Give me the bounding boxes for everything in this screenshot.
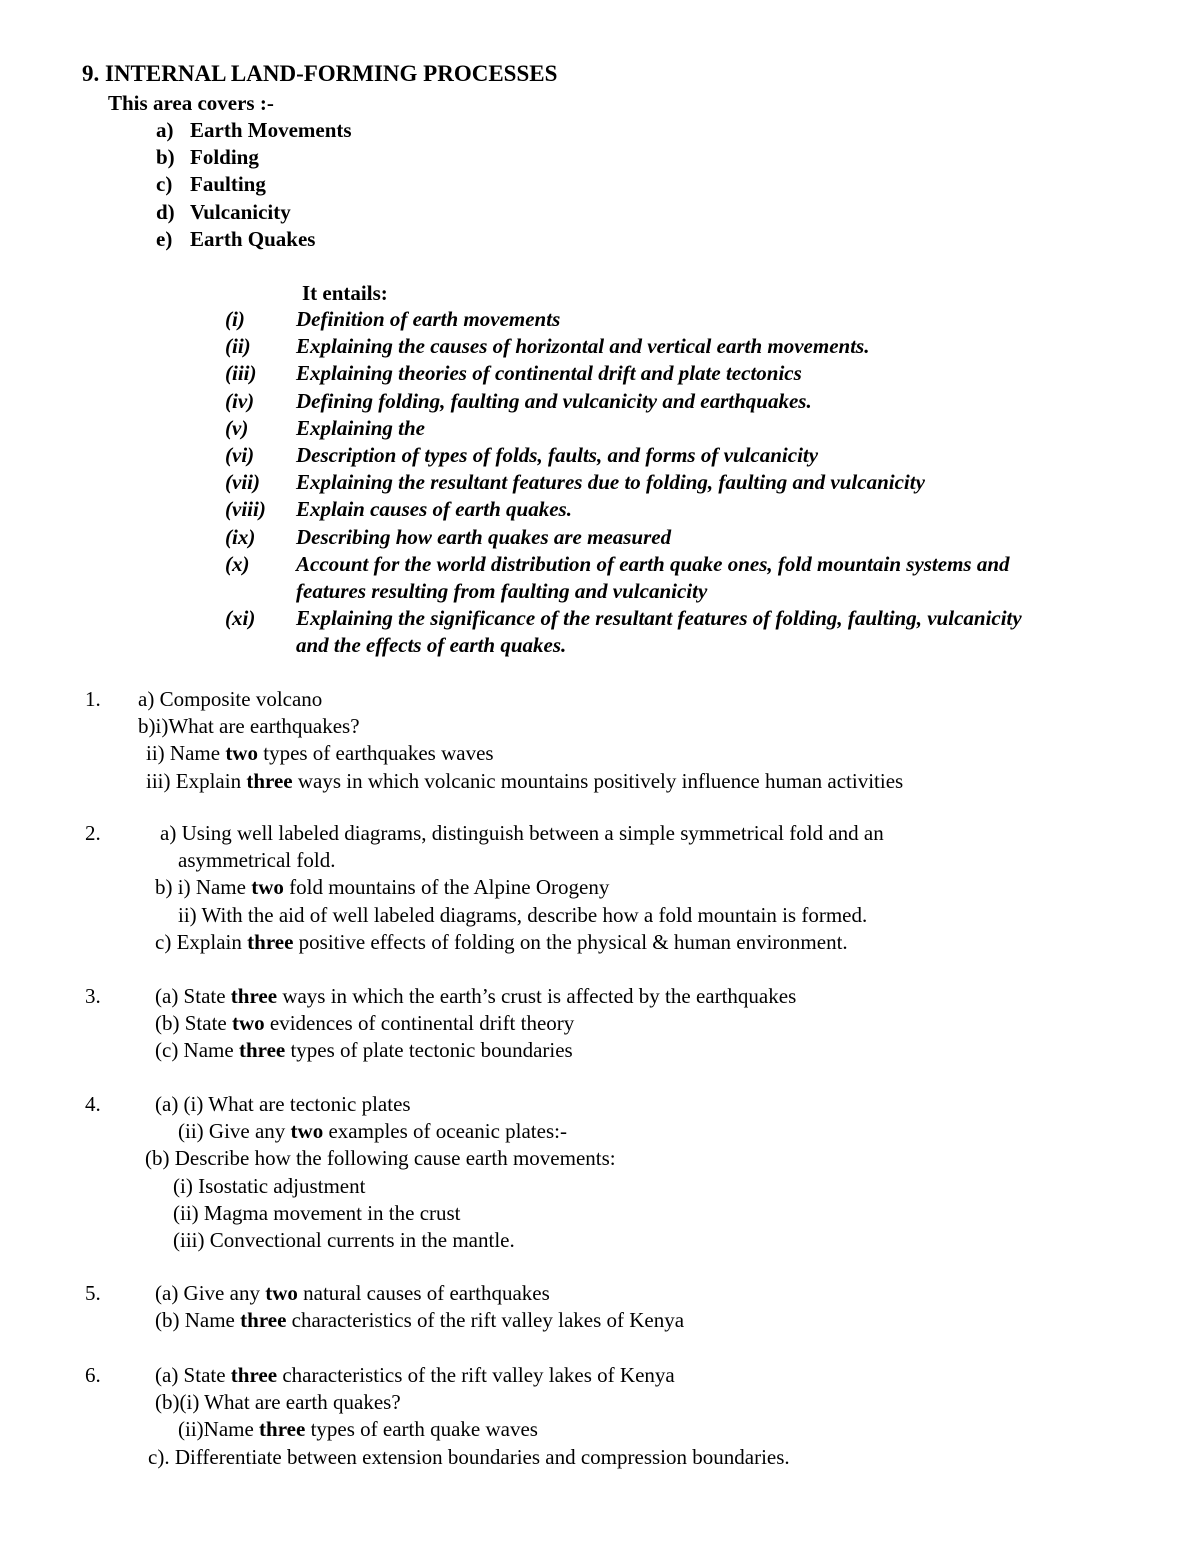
covers-label: This area covers :-	[108, 91, 274, 115]
entails-item-text: Account for the world distribution of earth quake ones, fold mountain systems and	[296, 551, 1010, 576]
question-line	[145, 1145, 616, 1172]
question-number: 1.	[85, 687, 101, 711]
covers-item-label: d)	[156, 199, 175, 224]
question-text: iii) Explain	[146, 768, 247, 793]
question-line	[173, 1173, 365, 1200]
question-text: characteristics of the rift valley lakes of Kenya	[277, 1363, 675, 1387]
question-text: types of earth quake waves	[305, 1417, 538, 1442]
question-text: asymmetrical fold.	[178, 848, 336, 873]
emphasis-text: two	[225, 741, 258, 766]
question-line	[178, 902, 867, 929]
covers-item-text: Faulting	[190, 172, 266, 197]
emphasis-text: two	[251, 875, 284, 900]
emphasis-text: three	[230, 1363, 278, 1387]
question-text: b)i)What are earthquakes?	[138, 714, 360, 739]
question-text: ways in which the earth’s crust is affected by the earthquakes	[277, 984, 797, 1008]
entails-item-text: Explaining the causes of horizontal and vertical earth movements.	[296, 334, 870, 359]
question-line	[155, 874, 609, 901]
question-text: positive effects of folding on the physical & human environment.	[293, 929, 848, 954]
question-line	[178, 1118, 567, 1145]
question-text: evidences of continental drift theory	[264, 1011, 575, 1036]
emphasis-text: two	[231, 1011, 265, 1036]
entails-item-text: Explain causes of earth quakes.	[296, 497, 572, 522]
page-title: 9. INTERNAL LAND-FORMING PROCESSES	[82, 61, 558, 86]
emphasis-text: three	[230, 984, 278, 1008]
question-line	[155, 983, 796, 1010]
question-line	[146, 768, 903, 795]
question-text: ii) Name	[146, 741, 226, 766]
question-number: 5.	[85, 1281, 101, 1305]
emphasis-text: two	[290, 1119, 324, 1144]
question-text: b) i) Name	[155, 875, 252, 900]
question-line	[146, 740, 494, 767]
entails-item-number: (iii)	[225, 361, 257, 386]
question-text: types of earthquakes waves	[257, 741, 494, 766]
question-line	[178, 847, 335, 874]
covers-item-text: Folding	[190, 145, 259, 170]
entails-item-text: Explaining theories of continental drift and plate tectonics	[296, 361, 802, 386]
question-text: natural causes of earthquakes	[297, 1281, 550, 1305]
question-text: (i) Isostatic adjustment	[173, 1173, 366, 1198]
question-text: a) Composite volcano	[138, 687, 323, 711]
question-text: c). Differentiate between extension boundaries and compression boundaries.	[148, 1444, 790, 1469]
question-line	[155, 1307, 684, 1334]
covers-item-label: b)	[156, 145, 175, 170]
emphasis-text: three	[259, 1417, 306, 1442]
entails-item-number: (ii)	[225, 334, 251, 359]
entails-item-text: Description of types of folds, faults, and forms of vulcanicity	[296, 443, 819, 467]
covers-item-label: a)	[156, 118, 174, 142]
entails-item-text: Describing how earth quakes are measured	[296, 524, 672, 549]
entails-item-number: (x)	[225, 551, 250, 576]
question-line	[138, 686, 322, 713]
question-line	[155, 1010, 574, 1037]
question-text: (ii)Name	[178, 1417, 260, 1442]
question-text: (ii) Give any	[178, 1119, 291, 1144]
question-text: (a) State	[155, 984, 231, 1008]
entails-item-number: (xi)	[225, 606, 256, 631]
question-text: (a) (i) What are tectonic plates	[155, 1092, 411, 1116]
entails-item-text: Definition of earth movements	[296, 307, 561, 331]
entails-item-number: (i)	[225, 307, 245, 331]
question-number: 6.	[85, 1363, 101, 1387]
entails-item-number: (viii)	[225, 497, 266, 522]
question-line	[155, 1362, 675, 1389]
question-line	[173, 1227, 515, 1254]
covers-item-label: c)	[156, 172, 173, 197]
entails-label: It entails:	[302, 281, 388, 305]
emphasis-text: three	[246, 768, 293, 793]
entails-item-number: (v)	[225, 415, 249, 440]
question-text: fold mountains of the Alpine Orogeny	[283, 875, 610, 900]
question-text: (b) State	[155, 1011, 232, 1036]
question-line	[155, 1389, 401, 1416]
question-text: (ii) Magma movement in the crust	[173, 1200, 461, 1225]
question-text: (a) State	[155, 1363, 231, 1387]
entails-item-text: features resulting from faulting and vulcanicity	[296, 579, 708, 603]
question-text: ways in which volcanic mountains positively influence human activities	[292, 768, 904, 793]
question-text: examples of oceanic plates:-	[323, 1119, 567, 1144]
question-text: (b) Describe how the following cause earth movements:	[145, 1146, 616, 1171]
entails-item-text: and the effects of earth quakes.	[296, 633, 567, 658]
question-text: (b)(i) What are earth quakes?	[155, 1390, 401, 1415]
question-text: (a) Give any	[155, 1281, 266, 1305]
covers-item-label: e)	[156, 226, 173, 251]
question-number: 4.	[85, 1092, 101, 1116]
entails-item-number: (vii)	[225, 470, 260, 495]
question-line	[160, 820, 884, 847]
question-line	[178, 1416, 538, 1443]
question-line	[155, 1037, 573, 1064]
entails-item-number: (ix)	[225, 524, 256, 549]
emphasis-text: three	[247, 929, 294, 954]
covers-item-text: Vulcanicity	[190, 199, 291, 224]
entails-item-number: (iv)	[225, 388, 255, 413]
emphasis-text: three	[240, 1308, 287, 1333]
question-number: 3.	[85, 984, 101, 1008]
question-text: types of plate tectonic boundaries	[285, 1038, 573, 1063]
question-text: c) Explain	[155, 929, 248, 954]
question-number: 2.	[85, 821, 101, 845]
entails-item-number: (vi)	[225, 443, 255, 467]
question-line	[148, 1444, 790, 1471]
question-text: characteristics of the rift valley lakes of Kenya	[286, 1308, 685, 1333]
entails-item-text: Explaining the resultant features due to folding, faulting and vulcanicity	[296, 470, 925, 495]
emphasis-text: two	[265, 1281, 298, 1305]
entails-item-text: Explaining the significance of the resultant features of folding, faulting, vulcanicity	[296, 606, 1022, 631]
covers-item-text: Earth Quakes	[190, 226, 316, 251]
entails-item-text: Explaining the	[296, 415, 425, 440]
question-line	[155, 1280, 550, 1307]
entails-item-text: Defining folding, faulting and vulcanicity and earthquakes.	[296, 388, 812, 413]
question-line	[155, 1091, 411, 1118]
question-text: (iii) Convectional currents in the mantle.	[173, 1228, 515, 1252]
question-text: ii) With the aid of well labeled diagrams, describe how a fold mountain is formed.	[178, 902, 868, 927]
question-text: (b) Name	[155, 1308, 241, 1333]
question-text: a) Using well labeled diagrams, distinguish between a simple symmetrical fold and an	[160, 821, 884, 845]
question-line	[173, 1200, 461, 1227]
question-text: (c) Name	[155, 1038, 239, 1063]
question-line	[155, 929, 848, 956]
covers-item-text: Earth Movements	[190, 118, 352, 142]
question-line	[138, 713, 360, 740]
emphasis-text: three	[238, 1038, 286, 1063]
